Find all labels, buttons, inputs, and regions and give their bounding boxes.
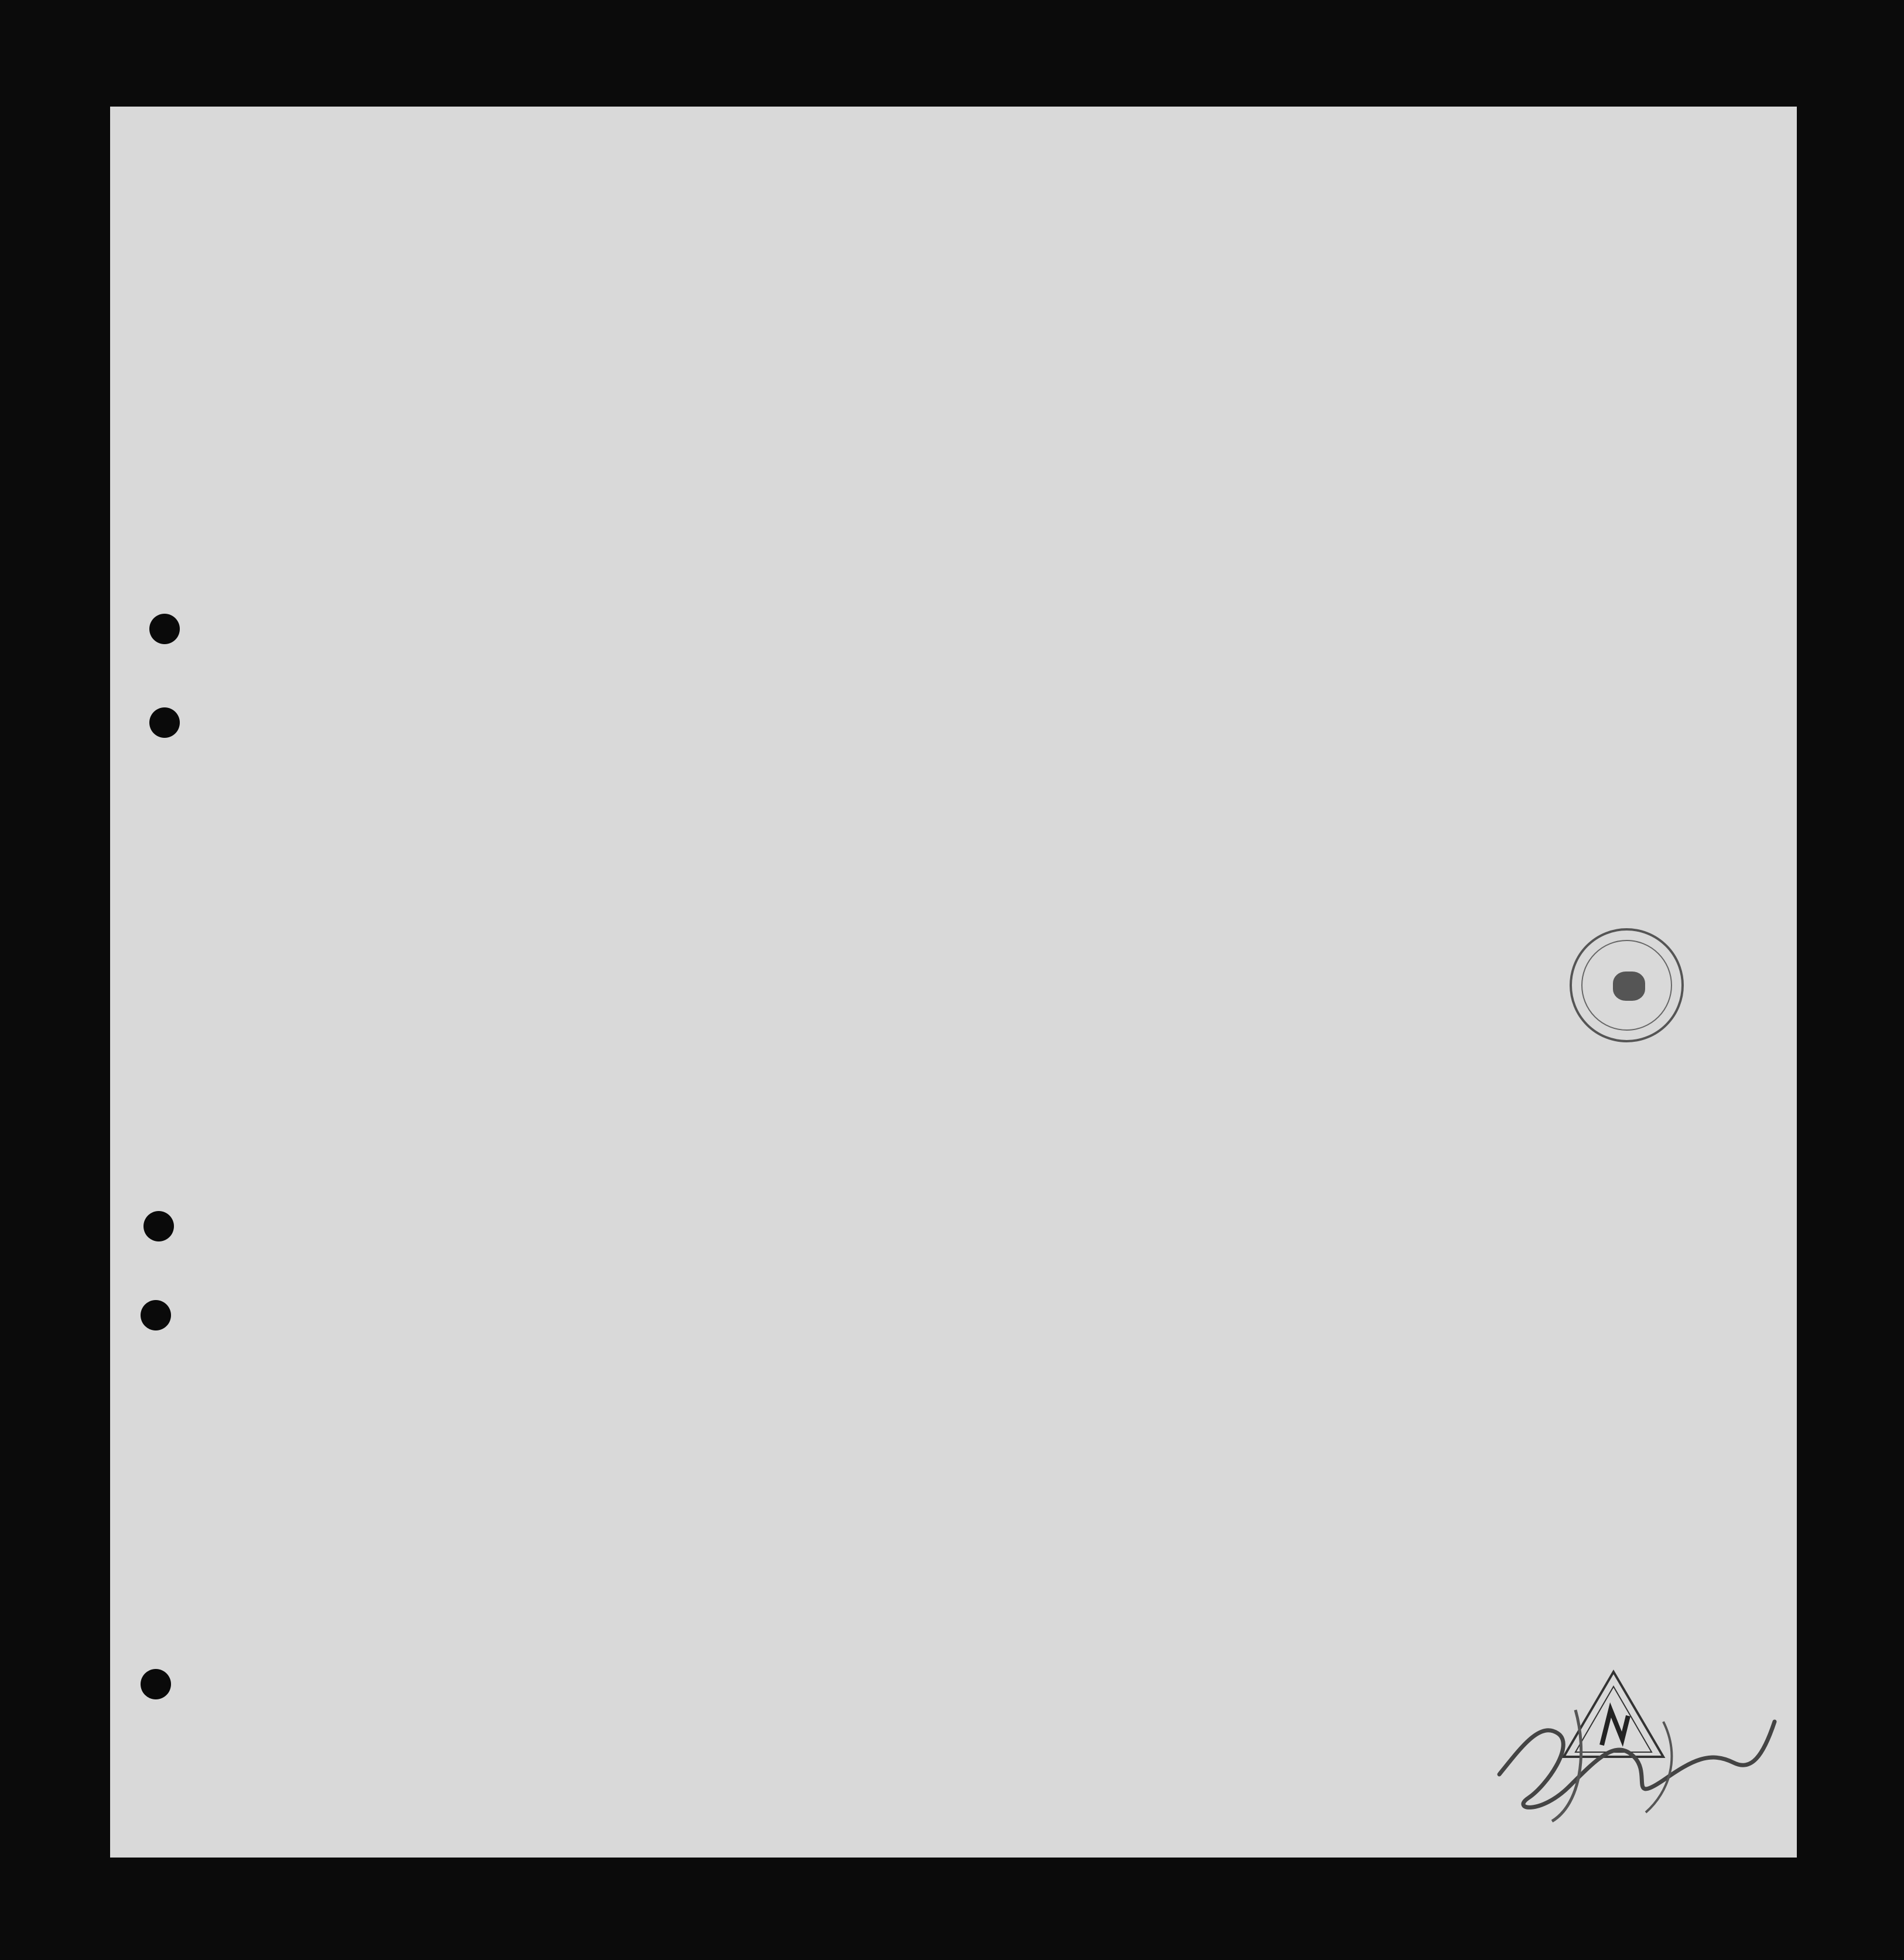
immigration-officer-signature (1488, 1687, 1792, 1827)
consulate-stamp (1570, 928, 1684, 1042)
